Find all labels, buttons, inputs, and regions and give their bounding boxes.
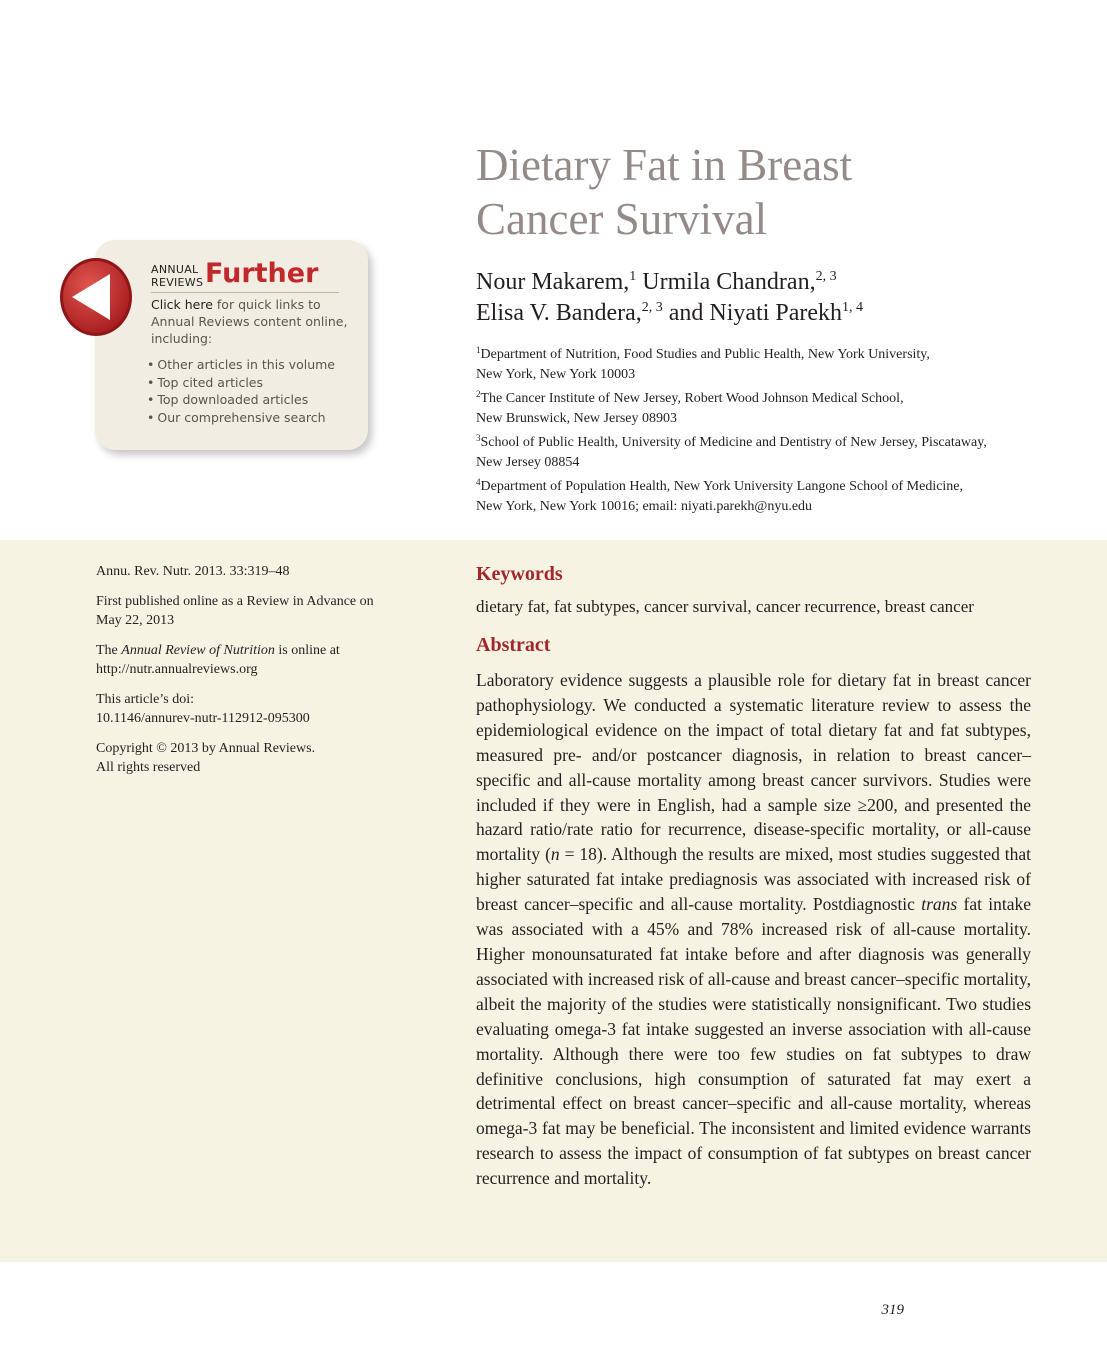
author: Nour Makarem,$^1$ — [476, 269, 637, 295]
author-joiner: and — [668, 300, 704, 326]
keywords-heading: Keywords — [476, 563, 563, 585]
divider — [151, 292, 339, 293]
page-number: 319 — [881, 1302, 904, 1318]
keywords-text: dietary fat, fat subtypes, cancer survival, cancer recurrence, breast cancer — [476, 597, 974, 616]
affiliations — [476, 345, 1046, 521]
author: Niyati Parekh$^{1, 4}$ — [709, 300, 864, 326]
affiliation: $^2$The Cancer Institute of New Jersey, Robert Wood Johnson Medical School, New Brunswick, New Jersey 08903 — [476, 389, 904, 426]
click-here-link[interactable]: Click here — [151, 297, 213, 312]
author-list — [476, 267, 1076, 329]
journal-url-link[interactable]: http://nutr.annualreviews.org — [96, 662, 258, 677]
first-published: First published online as a Review in Advance on May 22, 2013 — [96, 593, 374, 628]
title-line-1: Dietary Fat in Breast — [476, 140, 853, 190]
further-link-item[interactable]: • Top downloaded articles — [147, 391, 335, 409]
further-link-item[interactable]: • Our comprehensive search — [147, 409, 335, 427]
author: Elisa V. Bandera,$^{2, 3}$ — [476, 300, 663, 326]
citation: Annu. Rev. Nutr. 2013. 33:319–48 — [96, 564, 290, 579]
author: Urmila Chandran,$^{2, 3}$ — [642, 269, 837, 295]
further-link-item[interactable]: • Top cited articles — [147, 374, 335, 392]
affiliation: $^4$Department of Population Health, New York University Langone School of Medicine, New York, New York 10016; email: niyati.parekh@nyu.edu — [476, 477, 964, 514]
abstract-text: Laboratory evidence suggests a plausible role for dietary fat in breast cancer pathophysiology. We conducted a systematic literature review to assess the epidemiological evidence on the impact of total dietary fat and fat subtypes, measured pre- and/or postcancer diagnosis, in relation to breast cancer–specific and all-cause mortality among breast cancer survivors. Studies were included if they were in English, had a sample size ≥200, and presented the hazard ratio/rate ratio for recurrence, disease-specific mortality, or all-cause mortality (n = 18). Although the results are mixed, most studies suggested that higher saturated fat intake prediagnosis was associated with increased risk of breast cancer–specific and all-cause mortality. Postdiagnostic trans fat intake was associated with a 45% and 78% increased risk of all-cause mortality. Higher monounsaturated fat intake before and after diagnosis was generally associated with increased risk of all-cause and breast cancer–specific mortality, albeit the majority of the studies were statistically nonsignificant. Two studies evaluating omega-3 fat intake suggested an inverse association with all-cause mortality. Although there were too few studies on fat subtypes to draw definitive conclusions, high consumption of saturated fat may exert a detrimental effect on breast cancer–specific and all-cause mortality, whereas omega-3 fat may be beneficial. The inconsistent and limited evidence warrants research to assess the impact of consumption of fat subtypes on breast cancer recurrence and mortality. — [476, 670, 1032, 1189]
abstract-heading: Abstract — [476, 634, 551, 656]
further-link-list — [147, 356, 335, 426]
article-title — [476, 138, 1036, 246]
title-line-2: Cancer Survival — [476, 194, 768, 244]
annual-reviews-further-logo: ANNUAL REVIEWS Further — [151, 258, 319, 289]
copyright: Copyright © 2013 by Annual Reviews. All rights reserved — [96, 740, 316, 775]
left-arrow-icon[interactable] — [58, 255, 138, 339]
journal-online: The Annual Review of Nutrition is online at http://nutr.annualreviews.org — [96, 642, 340, 677]
affiliation: $^3$School of Public Health, University of Medicine and Dentistry of New Jersey, Piscataway, New Jersey 08854 — [476, 433, 987, 470]
doi: This article’s doi: 10.1146/annurev-nutr-112912-095300 — [96, 691, 310, 726]
abstract-column — [476, 560, 1031, 1191]
further-link-item[interactable]: • Other articles in this volume — [147, 356, 335, 374]
doi-link[interactable]: 10.1146/annurev-nutr-112912-095300 — [96, 711, 310, 726]
affiliation: $^1$Department of Nutrition, Food Studies and Public Health, New York University, New York, New York 10003 — [476, 345, 930, 382]
further-description: Click here for quick links to Annual Reviews content online, including: — [151, 297, 348, 346]
article-metadata — [96, 562, 426, 788]
